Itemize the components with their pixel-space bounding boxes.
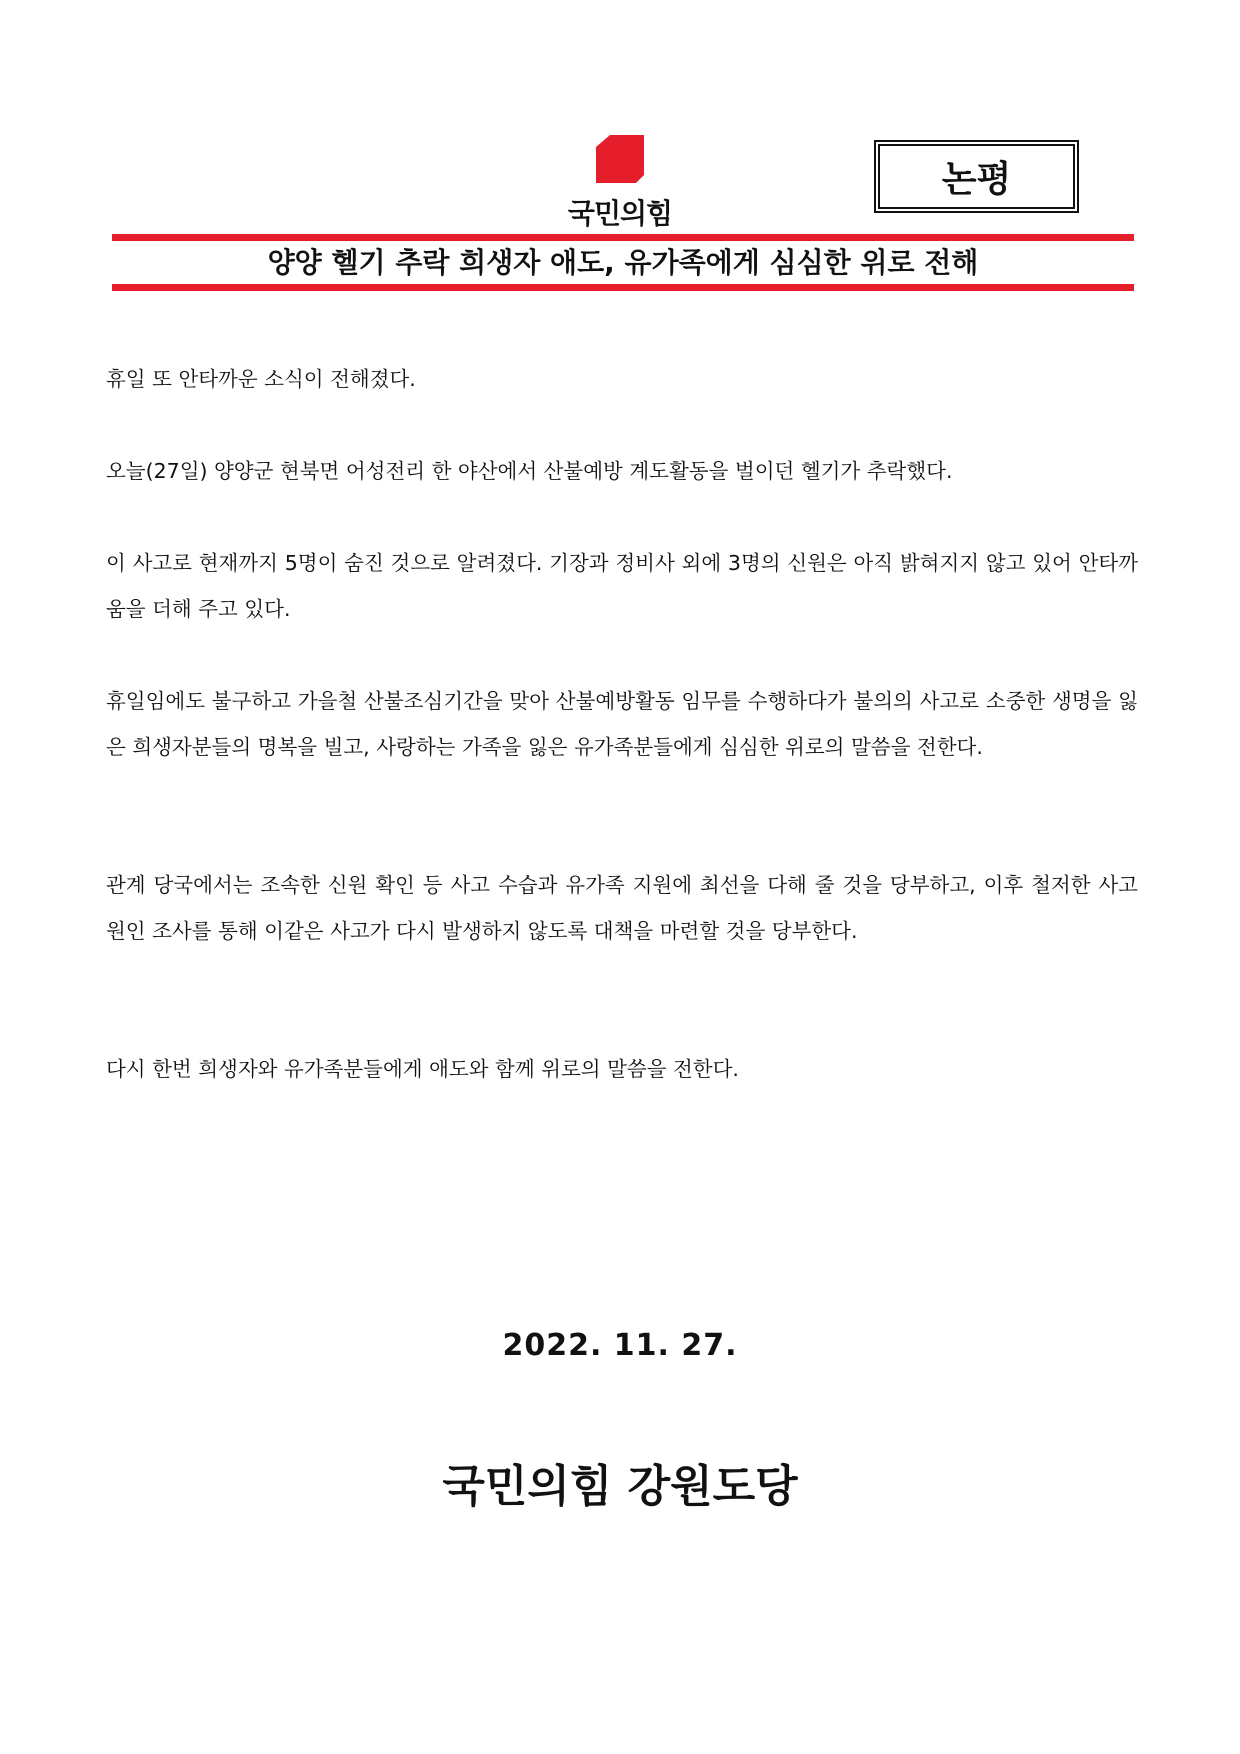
party-logo-text: 국민의힘 — [567, 197, 673, 230]
headline-top-rule — [112, 234, 1134, 241]
body-paragraph: 관계 당국에서는 조속한 신원 확인 등 사고 수습과 유가족 지원에 최선을 다해 줄 것을 당부하고, 이후 철저한 사고 원인 조사를 통해 이같은 사고가 다시 발생하지 않도록 대책을 마련할 것을 당부한다. — [106, 873, 1138, 943]
party-logo-icon — [596, 135, 644, 183]
body-paragraph: 이 사고로 현재까지 5명이 숨진 것으로 알려졌다. 기장과 정비사 외에 3명의 신원은 아직 밝혀지지 않고 있어 안타까움을 더해 주고 있다. — [106, 551, 1138, 621]
body-paragraph: 휴일임에도 불구하고 가을철 산불조심기간을 맞아 산불예방활동 임무를 수행하다가 불의의 사고로 소중한 생명을 잃은 희생자분들의 명복을 빌고, 사랑하는 가족을 잃은 유가족분들에게 심심한 위로의 말씀을 전한다. — [106, 689, 1138, 759]
issuer-signature: 국민의힘 강원도당 — [442, 1461, 798, 1512]
body-paragraph: 휴일 또 안타까운 소식이 전해졌다. — [106, 367, 416, 391]
body-paragraph: 다시 한번 희생자와 유가족분들에게 애도와 함께 위로의 말씀을 전한다. — [106, 1057, 739, 1081]
document-type-label: 논평 — [941, 159, 1012, 200]
document-type-box — [874, 140, 1079, 213]
headline-bottom-rule — [112, 284, 1134, 291]
body-paragraph: 오늘(27일) 양양군 현북면 어성전리 한 야산에서 산불예방 계도활동을 벌이던 헬기가 추락했다. — [106, 459, 953, 483]
headline: 양양 헬기 추락 희생자 애도, 유가족에게 심심한 위로 전해 — [267, 246, 979, 279]
statement-date: 2022. 11. 27. — [502, 1328, 738, 1363]
